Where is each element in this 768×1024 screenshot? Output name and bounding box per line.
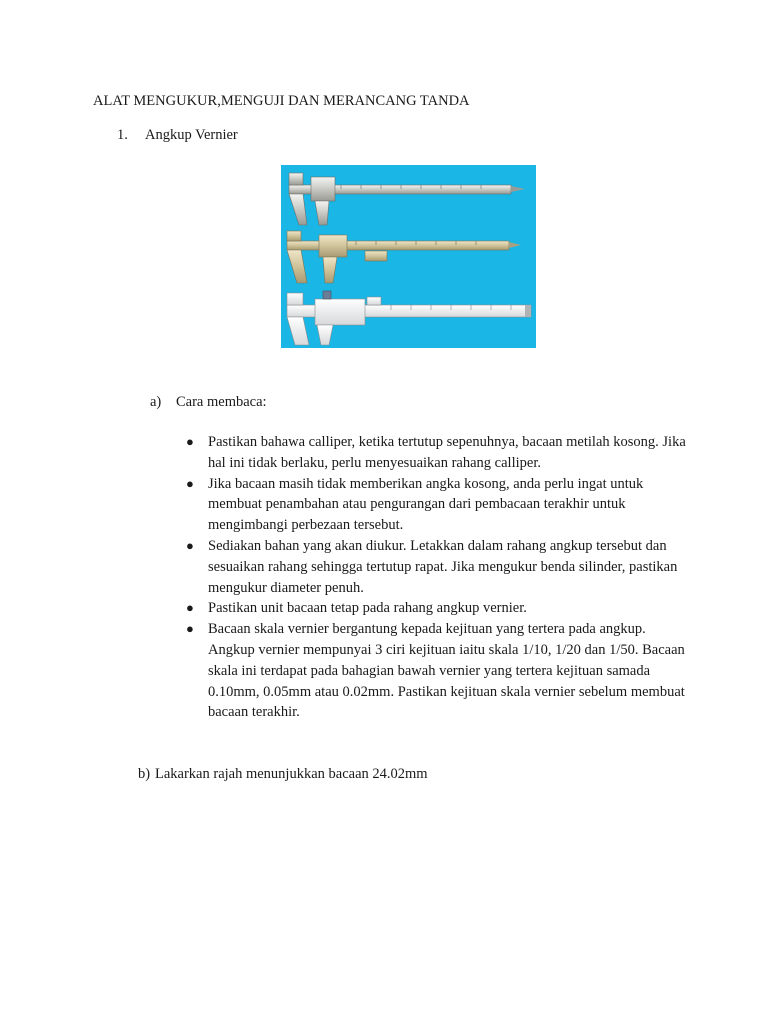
section-title: Angkup Vernier xyxy=(145,127,238,143)
list-item xyxy=(186,536,686,598)
vernier-caliper-photo xyxy=(281,165,536,348)
list-item-text: Pastikan unit bacaan tetap pada rahang angkup vernier. xyxy=(208,600,527,617)
document-title: ALAT MENGUKUR,MENGUJI DAN MERANCANG TANDA xyxy=(93,93,470,109)
part-b-title: Lakarkan rajah menunjukkan bacaan 24.02mm xyxy=(155,766,428,782)
bullet-icon: ● xyxy=(186,537,194,553)
list-item xyxy=(186,598,686,619)
reading-steps-list xyxy=(186,432,686,723)
bullet-icon: ● xyxy=(186,434,194,449)
bullet-icon: ● xyxy=(186,600,194,616)
part-b-heading xyxy=(138,766,428,783)
list-item-text: Pastikan bahawa calliper, ketika tertutup sepenuhnya, bacaan metilah kosong. Jika hal ini tidak berlaku, perlu menyesuaikan rahang calliper. xyxy=(208,434,686,471)
list-item-text: Bacaan skala vernier bergantung kepada kejituan yang tertera pada angkup. Angkup vernier mempunyai 3 ciri kejituan iaitu skala 1/10, 1/20 dan 1/50. Bacaan skala ini terdapat pada bahagian bawah vernier yang tertera kejituan samada 0.10mm, 0.05mm atau 0.02mm. Pastikan kejituan skala vernier sebelum membuat bacaan terakhir. xyxy=(208,621,685,721)
caliper-bottom xyxy=(287,291,531,345)
section-heading xyxy=(117,127,238,144)
list-item xyxy=(186,474,686,536)
bullet-icon: ● xyxy=(186,475,194,491)
list-item xyxy=(186,619,686,723)
list-item-text: Jika bacaan masih tidak memberikan angka kosong, anda perlu ingat untuk membuat penambahan atau pengurangan dari pembacaan terakhir untuk mengimbangi perbezaan tersebut. xyxy=(208,475,644,534)
list-item-text: Sediakan bahan yang akan diukur. Letakkan dalam rahang angkup tersebut dan sesuaikan rahang sehingga tertutup rapat. Jika mengukur benda silinder, pastikan mengukur diameter penuh. xyxy=(208,537,678,596)
bullet-icon: ● xyxy=(186,621,194,637)
part-a-heading xyxy=(150,394,267,411)
caliper-middle xyxy=(287,231,521,283)
part-a-label: a) xyxy=(150,394,162,410)
list-item xyxy=(186,432,686,474)
vernier-caliper-illustration xyxy=(281,165,536,348)
part-a-title: Cara membaca: xyxy=(176,394,267,410)
caliper-top xyxy=(289,173,525,225)
section-number: 1. xyxy=(117,127,128,143)
part-b-label: b) xyxy=(138,766,151,782)
